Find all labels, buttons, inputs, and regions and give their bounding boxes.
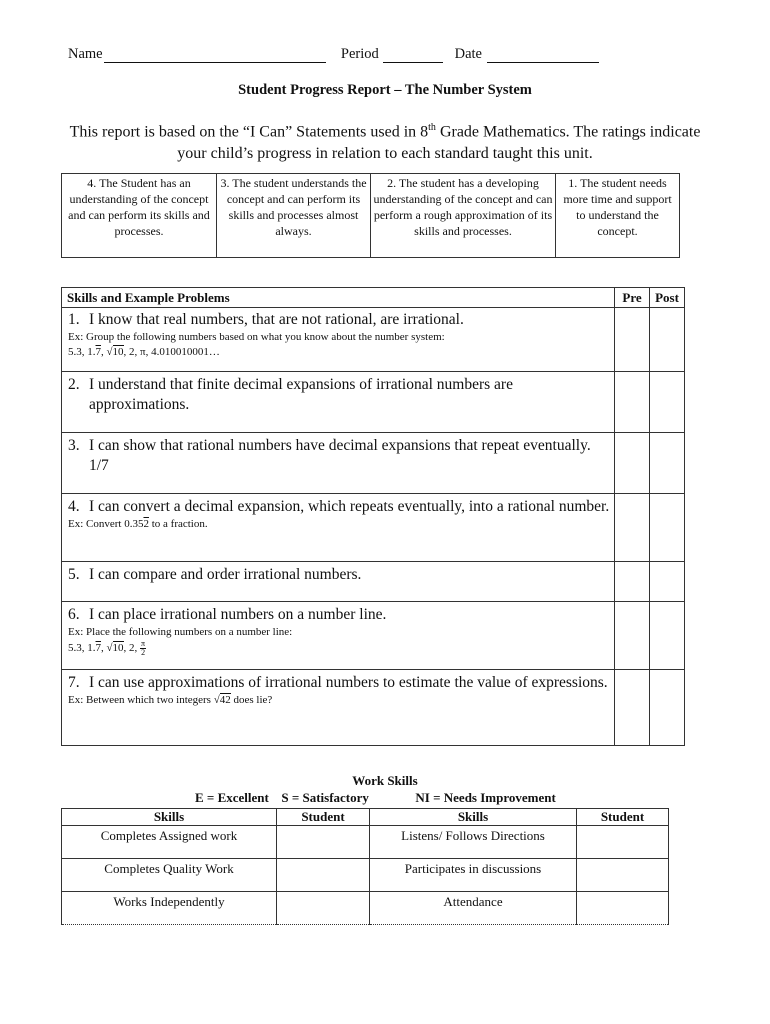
post-checkbox[interactable] (650, 602, 685, 670)
fraction-pi-over-2 (140, 640, 146, 657)
student-rating-cell[interactable] (277, 826, 370, 859)
skill-text: I can convert a decimal expansion, which repeats eventually, into a rational number. (89, 498, 610, 515)
skill-example-values (63, 693, 613, 708)
post-checkbox[interactable] (650, 494, 685, 562)
period-label: Period (340, 46, 379, 62)
skill-text: I can show that rational numbers have decimal expansions that repeat eventually. 1/7 (89, 437, 591, 474)
example-text: Ex: Convert 0.35 (68, 518, 144, 530)
skills-header-row (62, 288, 685, 308)
skill-number: 6. (68, 606, 80, 623)
repeating-digit: 7 (95, 346, 101, 358)
radicand: 10 (112, 642, 124, 655)
skill-row-2 (62, 372, 685, 433)
example-text: , √ (101, 346, 113, 358)
rating-1: 1. The student needs more time and support to understand the concept. (556, 174, 680, 258)
skill-statement (63, 496, 613, 517)
work-skill-label: Completes Quality Work (62, 859, 277, 892)
rating-scale-table (61, 173, 680, 258)
skill-number: 4. (68, 498, 80, 515)
skill-example-values (63, 640, 613, 657)
work-skill-label: Listens/ Follows Directions (370, 826, 577, 859)
skill-row-1 (62, 308, 685, 372)
intro-part2: Grade Mathematics. The ratings indicate your child’s progress in relation to each standard taught this unit. (177, 123, 701, 163)
skill-cell (62, 670, 615, 746)
example-text: does lie? (230, 694, 273, 706)
skill-example: Ex: Group the following numbers based on what you know about the number system: (68, 331, 445, 343)
period-field[interactable] (383, 48, 443, 63)
pre-checkbox[interactable] (615, 670, 650, 746)
work-row (62, 826, 669, 859)
legend-satisfactory: S = Satisfactory (281, 790, 369, 805)
work-skill-label: Works Independently (62, 892, 277, 925)
skill-statement (63, 309, 613, 330)
work-skills-title: Work Skills (352, 773, 418, 788)
skill-number: 3. (68, 437, 80, 454)
rating-3: 3. The student understands the concept and can perform its skills and processes almost always. (217, 174, 371, 258)
post-checkbox[interactable] (650, 433, 685, 494)
skill-example: Ex: Place the following numbers on a number line: (68, 626, 293, 638)
work-row (62, 892, 669, 925)
legend-needs-improvement: NI = Needs Improvement (415, 790, 556, 805)
skill-text: I understand that finite decimal expansions of irrational numbers are approximations. (89, 376, 513, 413)
pre-header: Pre (615, 288, 650, 308)
skill-text: I can compare and order irrational numbers. (89, 566, 362, 583)
fraction-denominator: 2 (141, 648, 146, 657)
intro-text (60, 117, 710, 165)
name-field[interactable] (104, 48, 326, 63)
pre-checkbox[interactable] (615, 372, 650, 433)
skill-cell (62, 372, 615, 433)
skill-number: 1. (68, 311, 80, 328)
skill-cell (62, 308, 615, 372)
skill-statement (63, 435, 613, 476)
post-header: Post (650, 288, 685, 308)
work-row (62, 859, 669, 892)
work-header-row (62, 809, 669, 826)
intro-sup: th (428, 122, 436, 133)
pre-checkbox[interactable] (615, 494, 650, 562)
page-title: Student Progress Report – The Number System (238, 82, 532, 98)
example-text: , 2, π, 4.010010001… (123, 346, 220, 358)
skill-text: I can place irrational numbers on a number line. (89, 606, 387, 623)
skill-row-4 (62, 494, 685, 562)
skill-example-values (63, 517, 613, 532)
legend-excellent: E = Excellent (195, 790, 269, 805)
col-skills-right: Skills (370, 809, 577, 826)
post-checkbox[interactable] (650, 562, 685, 602)
rating-4: 4. The Student has an understanding of the concept and can perform its skills and processes. (62, 174, 217, 258)
skill-cell (62, 494, 615, 562)
skills-header: Skills and Example Problems (62, 288, 615, 308)
rating-2: 2. The student has a developing understanding of the concept and can perform a rough approximation of its skills and processes. (371, 174, 556, 258)
repeating-digit: 7 (95, 642, 101, 655)
work-skill-label: Participates in discussions (370, 859, 577, 892)
example-text: , √ (101, 642, 113, 655)
skill-row-7 (62, 670, 685, 746)
work-skills-legend (195, 790, 556, 806)
date-label: Date (454, 46, 482, 62)
work-skills-table (61, 808, 669, 925)
skill-cell (62, 562, 615, 602)
skill-text: I can use approximations of irrational numbers to estimate the value of expressions. (89, 674, 608, 691)
post-checkbox[interactable] (650, 670, 685, 746)
skill-row-3 (62, 433, 685, 494)
radicand: 10 (112, 346, 124, 358)
work-skill-label: Completes Assigned work (62, 826, 277, 859)
skills-table (61, 287, 685, 746)
skill-example-values (63, 345, 613, 360)
post-checkbox[interactable] (650, 372, 685, 433)
student-rating-cell[interactable] (277, 892, 370, 925)
skill-number: 5. (68, 566, 80, 583)
skill-row-6 (62, 602, 685, 670)
example-text: to a fraction. (148, 518, 208, 530)
fraction-numerator: π (141, 639, 146, 648)
pre-checkbox[interactable] (615, 602, 650, 670)
pre-checkbox[interactable] (615, 433, 650, 494)
radicand: 42 (219, 694, 231, 706)
repeating-digit: 2 (143, 518, 149, 530)
post-checkbox[interactable] (650, 308, 685, 372)
name-label: Name (68, 46, 103, 62)
col-student-left: Student (277, 809, 370, 826)
student-rating-cell[interactable] (577, 859, 669, 892)
example-text: 5.3, 1. (68, 346, 96, 358)
skill-row-5 (62, 562, 685, 602)
skill-statement (63, 374, 613, 415)
intro-part1: This report is based on the “I Can” Statements used in 8 (69, 123, 429, 141)
student-rating-cell[interactable] (577, 826, 669, 859)
student-rating-cell[interactable] (577, 892, 669, 925)
skill-text: I know that real numbers, that are not rational, are irrational. (89, 311, 464, 328)
skill-cell (62, 433, 615, 494)
skill-cell (62, 602, 615, 670)
example-text: 5.3, 1. (68, 642, 96, 655)
example-text: , 2, (123, 642, 141, 655)
skill-statement (63, 564, 613, 585)
col-student-right: Student (577, 809, 669, 826)
skill-statement (63, 604, 613, 625)
date-field[interactable] (487, 48, 599, 63)
skill-number: 2. (68, 376, 80, 393)
skill-statement (63, 672, 613, 693)
example-text: Ex: Between which two integers √ (68, 694, 220, 706)
skill-number: 7. (68, 674, 80, 691)
col-skills-left: Skills (62, 809, 277, 826)
pre-checkbox[interactable] (615, 308, 650, 372)
header-line (68, 46, 599, 63)
work-skill-label: Attendance (370, 892, 577, 925)
pre-checkbox[interactable] (615, 562, 650, 602)
rating-scale-row (62, 174, 680, 258)
student-rating-cell[interactable] (277, 859, 370, 892)
